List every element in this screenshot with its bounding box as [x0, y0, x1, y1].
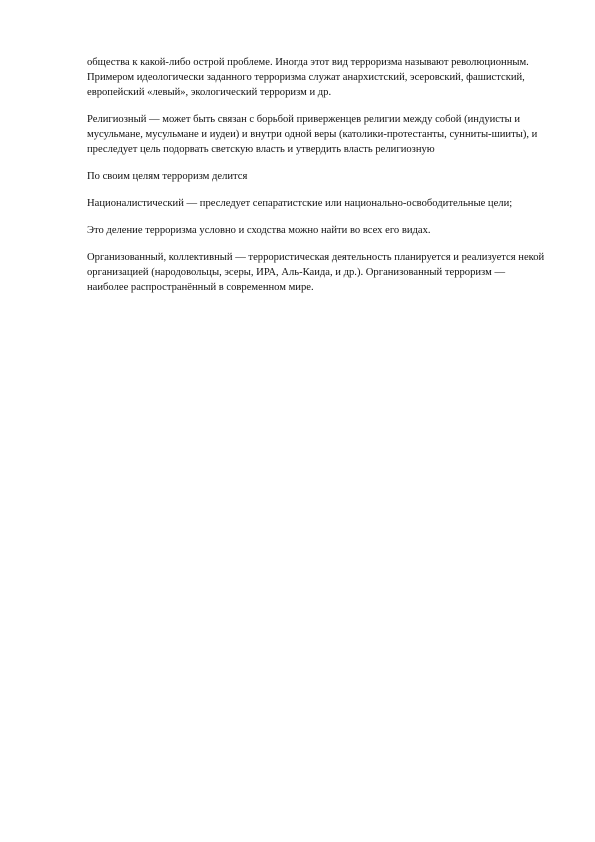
paragraph-religious: Религиозный — может быть связан с борьбой приверженцев религии между собой (индуисты и мусульмане, мусульмане и иудеи) и внутри одной веры (католики-протестанты, сунниты-шииты), и преследует цель подорвать светскую власть и утвердить власть религиозную	[87, 114, 538, 155]
paragraph-by-goals: По своим целям терроризм делится	[87, 171, 248, 182]
document-body	[87, 55, 547, 307]
paragraph-conditional-division: Это деление терроризма условно и сходства можно найти во всех его видах.	[87, 225, 431, 236]
paragraph-organized: Организованный, коллективный — террористическая деятельность планируется и реализуется некой организацией (народовольцы, эсеры, ИРА, Аль-Каида, и др.). Организованный терроризм — наиболее распространённый в современном мире.	[87, 252, 545, 293]
paragraph-nationalist: Националистический — преследует сепаратистские или национально-освободительные цели;	[87, 198, 513, 209]
paragraph-ideological-continuation: общества к какой-либо острой проблеме. Иногда этот вид терроризма называют революционным. Примером идеологически заданного терроризма служат анархистский, эсеровский, фашистский, европейский «левый», экологический терроризм и др.	[87, 57, 529, 98]
